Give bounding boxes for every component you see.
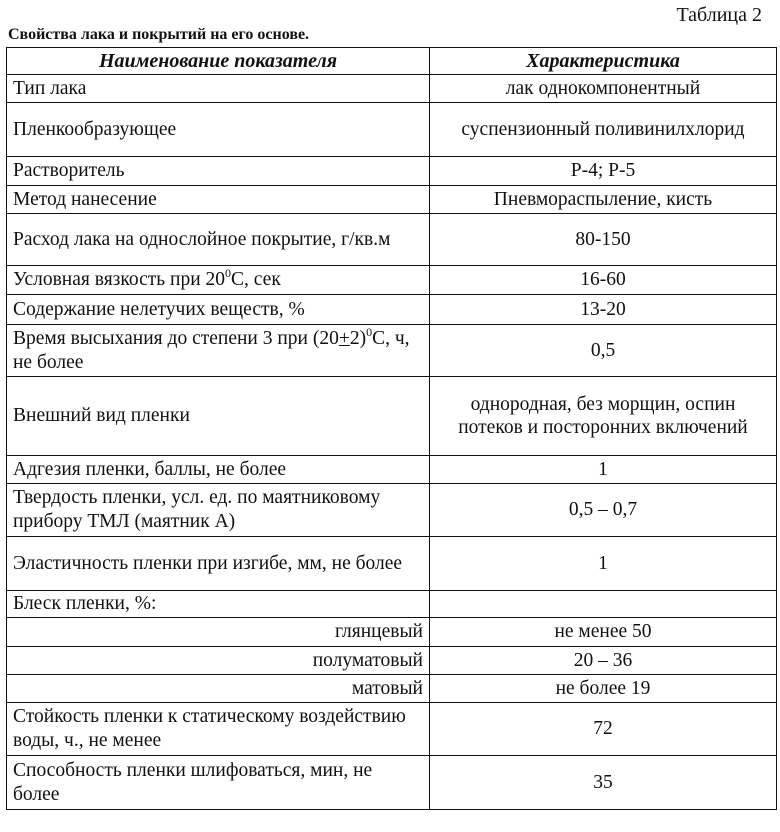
table-row — [7, 186, 777, 214]
property-value: суспензионный поливинилхлорид — [430, 103, 777, 157]
table-header-row — [7, 48, 777, 75]
column-header-value: Характеристика — [430, 48, 777, 75]
property-name-text: Условная вязкость при 20 — [13, 269, 226, 290]
property-value: 80-150 — [430, 214, 777, 266]
plus-minus-sign: + — [338, 327, 350, 349]
column-header-name: Наименование показателя — [7, 48, 430, 75]
property-value: однородная, без морщин, оспин потеков и посторонних включений — [430, 377, 777, 456]
property-name: Растворитель — [7, 157, 430, 186]
properties-table — [6, 47, 777, 810]
property-name: Тип лака — [7, 75, 430, 103]
degree-superscript: 0 — [366, 324, 373, 339]
property-name: Способность пленки шлифоваться, мин, не более — [7, 756, 430, 810]
table-row — [7, 591, 777, 618]
property-name: Пленкообразующее — [7, 103, 430, 157]
property-value: лак однокомпонентный — [430, 75, 777, 103]
table-row — [7, 325, 777, 377]
property-name: Расход лака на однослойное покрытие, г/кв.м — [7, 214, 430, 266]
property-name: Твердость пленки, усл. ед. по маятниковому прибору ТМЛ (маятник А) — [7, 484, 430, 537]
property-name — [7, 266, 430, 295]
property-value: 16-60 — [430, 266, 777, 295]
property-value: 0,5 – 0,7 — [430, 484, 777, 537]
property-value: Пневмораспыление, кисть — [430, 186, 777, 214]
table-caption: Свойства лака и покрытий на его основе. — [8, 26, 310, 43]
property-value: 1 — [430, 537, 777, 591]
table-row — [7, 103, 777, 157]
table-row — [7, 157, 777, 186]
property-name: глянцевый — [7, 618, 430, 647]
table-row — [7, 675, 777, 703]
table-row — [7, 214, 777, 266]
property-name-text: 2) — [349, 327, 367, 349]
table-row — [7, 456, 777, 484]
property-name-text: С, ч, не более — [13, 327, 410, 373]
table-row — [7, 75, 777, 103]
property-name: Адгезия пленки, баллы, не более — [7, 456, 430, 484]
property-value — [430, 591, 777, 618]
property-name: Содержание нелетучих веществ, % — [7, 295, 430, 325]
table-row — [7, 647, 777, 675]
table-number-label: Таблица 2 — [676, 4, 762, 26]
table-row — [7, 703, 777, 756]
property-value: не более 19 — [430, 675, 777, 703]
property-value: 1 — [430, 456, 777, 484]
table-row — [7, 266, 777, 295]
property-name: Блеск пленки, %: — [7, 591, 430, 618]
property-name: Эластичность пленки при изгибе, мм, не более — [7, 537, 430, 591]
property-name-text: Время высыхания до степени 3 при (20 — [13, 327, 339, 349]
property-value: 0,5 — [430, 325, 777, 377]
property-name — [7, 325, 430, 377]
property-value: 72 — [430, 703, 777, 756]
property-value: Р-4; Р-5 — [430, 157, 777, 186]
property-name: Внешний вид пленки — [7, 377, 430, 456]
property-name: Стойкость пленки к статическому воздействию воды, ч., не менее — [7, 703, 430, 756]
property-value: не менее 50 — [430, 618, 777, 647]
property-name: матовый — [7, 675, 430, 703]
table-row — [7, 618, 777, 647]
table-row — [7, 295, 777, 325]
property-value: 20 – 36 — [430, 647, 777, 675]
property-name: полуматовый — [7, 647, 430, 675]
property-value: 13-20 — [430, 295, 777, 325]
property-value: 35 — [430, 756, 777, 810]
table-row — [7, 377, 777, 456]
table-row — [7, 537, 777, 591]
table-row — [7, 756, 777, 810]
degree-superscript: 0 — [225, 266, 232, 280]
property-name: Метод нанесение — [7, 186, 430, 214]
property-name-text: С, сек — [231, 269, 281, 290]
table-row — [7, 484, 777, 537]
